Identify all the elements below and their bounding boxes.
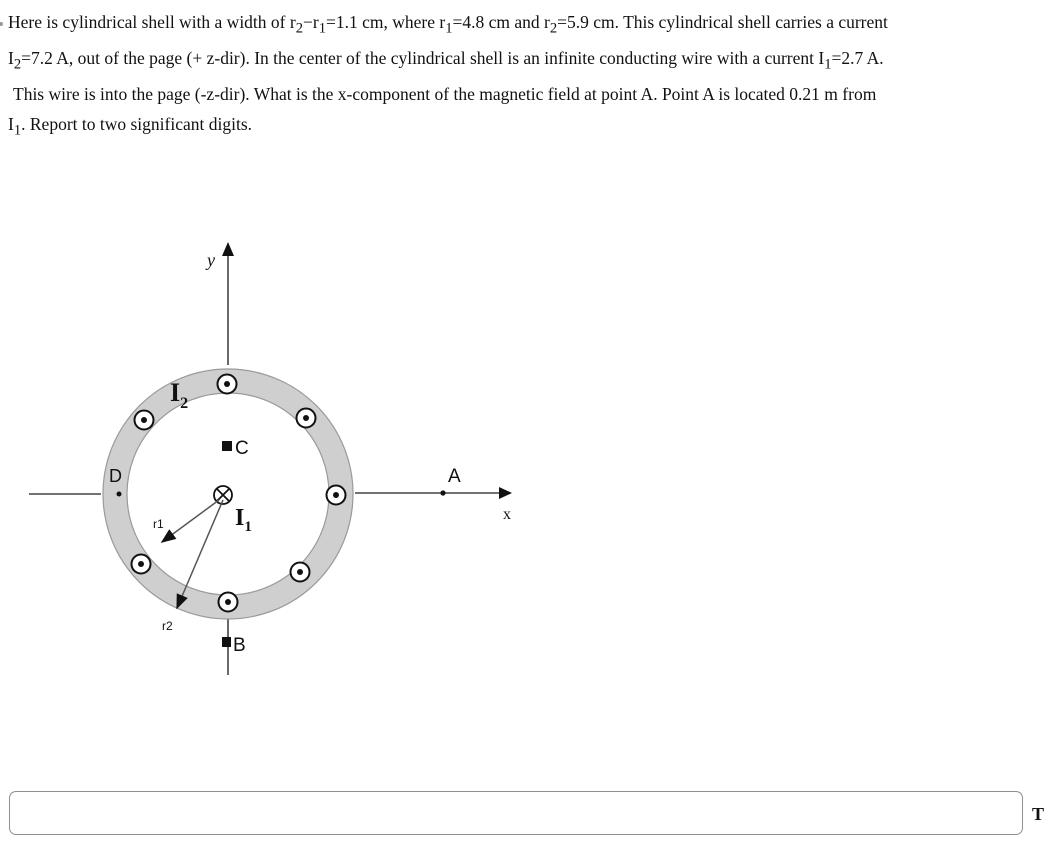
point-b-marker bbox=[222, 637, 231, 647]
point-b-label: B bbox=[233, 635, 246, 656]
question-text bbox=[8, 8, 1048, 146]
point-c-marker bbox=[222, 441, 232, 451]
question-line-4: $I_1$. Report to two significant digits. bbox=[8, 113, 253, 138]
question-line-1: Here is cylindrical shell with a width of $r_2-r_1=1.1$ cm, where $r_1=4.8$ cm and $r_2=5.9$ cm. This cylindrical shell carries a current bbox=[8, 12, 888, 37]
r2-label: r2 bbox=[162, 619, 173, 633]
x-axis-label: x bbox=[503, 506, 511, 523]
cylindrical-shell-diagram bbox=[25, 238, 525, 678]
out-of-page-dot-icon bbox=[327, 486, 346, 505]
point-d-marker bbox=[117, 492, 122, 497]
r1-label: r1 bbox=[153, 517, 164, 531]
y-axis-arrow bbox=[222, 242, 234, 256]
question-line-3: This wire is into the page (-z-dir). What is the x-component of the magnetic field at point A. Point A is located 0.21 m from bbox=[13, 84, 877, 104]
unit-label: T bbox=[1032, 804, 1045, 824]
out-of-page-dot-icon bbox=[135, 411, 154, 430]
point-d-label: D bbox=[109, 466, 122, 486]
out-of-page-dot-icon bbox=[218, 375, 237, 394]
i1-label: $I_1$ bbox=[235, 505, 252, 535]
out-of-page-dot-icon bbox=[297, 409, 316, 428]
question-line-2: $I_2=7.2$ A, out of the page (+ z-dir). In the center of the cylindrical shell is an infinite conducting wire with a current $I_1=2.7$ A. bbox=[8, 48, 884, 73]
point-a-label: A bbox=[448, 466, 461, 487]
out-of-page-dot-icon bbox=[132, 555, 151, 574]
point-c-label: C bbox=[235, 438, 249, 459]
out-of-page-dot-icon bbox=[291, 563, 310, 582]
y-axis-label: y bbox=[207, 250, 215, 270]
out-of-page-dot-icon bbox=[219, 593, 238, 612]
question-marker bbox=[0, 22, 3, 26]
x-axis-arrow bbox=[499, 487, 512, 499]
i2-label: $I_2$ bbox=[170, 378, 189, 412]
r1-arrow bbox=[162, 500, 219, 542]
answer-input[interactable] bbox=[9, 791, 1023, 835]
point-a-marker bbox=[440, 490, 445, 495]
